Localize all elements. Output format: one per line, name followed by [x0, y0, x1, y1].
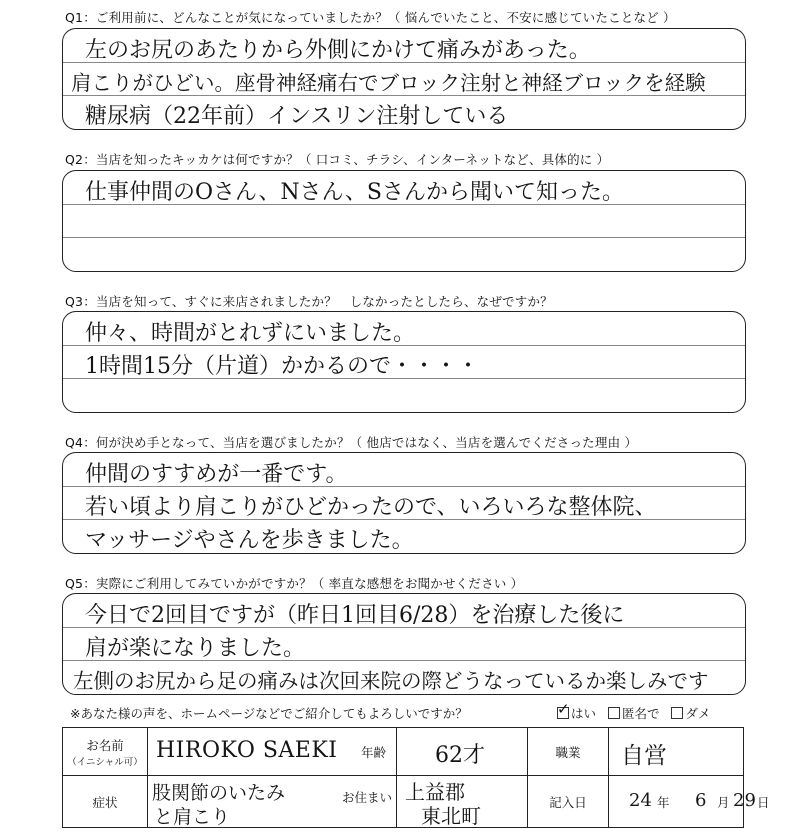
name-value: HIROKO SAEKI	[156, 738, 338, 763]
date-day-unit: 日	[757, 795, 770, 810]
question-1-label: Q1：ご利用前に、どんなことが気になっていましたか？（ 悩んでいたこと、不安に感じていたことなど ）	[65, 10, 676, 25]
symptom-label: 症状	[92, 794, 118, 810]
consent-option-no[interactable]: ダメ	[671, 706, 710, 721]
job-value: 自営	[621, 743, 667, 769]
answer-box-4	[62, 452, 746, 554]
address-value-line-1: 上益郡	[405, 780, 465, 804]
publish-consent-question: ※あなた様の声を、ホームページなどでご紹介してもよろしいですか？	[70, 706, 468, 721]
publish-consent-options	[557, 704, 710, 722]
answer-4-line-2: 若い頃より肩こりがひどかったので、いろいろな整体院、	[85, 495, 657, 520]
checkbox-icon[interactable]	[608, 707, 620, 719]
name-label-cell	[63, 728, 148, 776]
answer-3-line-2: 1時間15分（片道）かかるので・・・・	[85, 354, 479, 379]
date-value-cell	[609, 776, 770, 828]
date-month-unit: 月	[717, 795, 730, 810]
answer-3-line-1: 仲々、時間がとれずにいました。	[85, 321, 416, 346]
answer-5-line-1: 今日で2回目ですが（昨日1回目6/28）を治療した後に	[85, 603, 625, 628]
answer-4-line-1: 仲間のすすめが一番です。	[85, 462, 348, 487]
answer-1-line-2: 肩こりがひどい。座骨神経痛右でブロック注射と神経ブロックを経験	[71, 71, 706, 95]
address-label: お住まい	[341, 790, 392, 805]
consent-option-anonymous[interactable]: 匿名で	[608, 706, 660, 721]
job-label: 職業	[555, 744, 581, 760]
symptom-value-cell	[148, 776, 397, 828]
question-5-label: Q5：実際にご利用してみていかがですか？（ 率直な感想をお聞かせください ）	[65, 576, 524, 591]
date-label: 記入日	[549, 794, 587, 810]
answer-4-line-3: マッサージやさんを歩きました。	[85, 528, 414, 553]
answer-box-5	[62, 593, 746, 695]
age-value-cell	[397, 728, 528, 776]
symptom-label-cell	[63, 776, 148, 828]
consent-option-yes[interactable]: ✓ はい	[557, 706, 596, 721]
answer-box-2	[62, 170, 746, 272]
answer-box-1	[62, 28, 746, 130]
answer-1-line-1: 左のお尻のあたりから外側にかけて痛みがあった。	[85, 38, 591, 63]
date-month: 6	[695, 790, 707, 811]
question-3-label: Q3：当店を知って、すぐに来店されましたか？ しなかったとしたら、なぜですか？	[65, 294, 553, 309]
answer-1-line-3: 糖尿病（22年前）インスリン注射している	[85, 104, 509, 129]
answer-box-3	[62, 311, 746, 413]
question-4-label: Q4：何が決め手となって、当店を選びましたか？（ 他店ではなく、当店を選んでくださった理由 ）	[65, 435, 638, 450]
name-label: お名前	[86, 737, 124, 753]
symptom-value-line-2: と肩こり	[154, 806, 231, 828]
checkbox-icon[interactable]	[671, 707, 683, 719]
age-value: 62才	[435, 743, 485, 768]
job-value-cell	[609, 728, 744, 776]
date-day: 29	[733, 790, 756, 811]
customer-info-table	[62, 727, 770, 828]
answer-2-line-1: 仕事仲間のOさん、Nさん、Sさんから聞いて知った。	[85, 180, 624, 205]
address-value-cell	[397, 776, 528, 828]
date-label-cell	[528, 776, 609, 828]
address-value-line-2: 東北町	[421, 804, 481, 828]
date-year: 24	[629, 790, 652, 811]
checkbox-checked-icon[interactable]	[557, 707, 569, 719]
name-value-cell	[148, 728, 397, 776]
answer-5-line-2: 肩が楽になりました。	[85, 636, 306, 661]
symptom-value-line-1: 股関節のいたみ	[152, 782, 286, 804]
name-sublabel: （イニシャル可）	[67, 756, 143, 768]
job-label-cell	[528, 728, 609, 776]
answer-5-line-3: 左側のお尻から足の痛みは次回来院の際どうなっているか楽しみです	[73, 669, 709, 693]
age-label: 年齢	[360, 745, 386, 760]
date-year-unit: 年	[657, 795, 670, 810]
question-2-label: Q2：当店を知ったキッカケは何ですか？（ 口コミ、チラシ、インターネットなど、具体的に ）	[65, 152, 610, 167]
